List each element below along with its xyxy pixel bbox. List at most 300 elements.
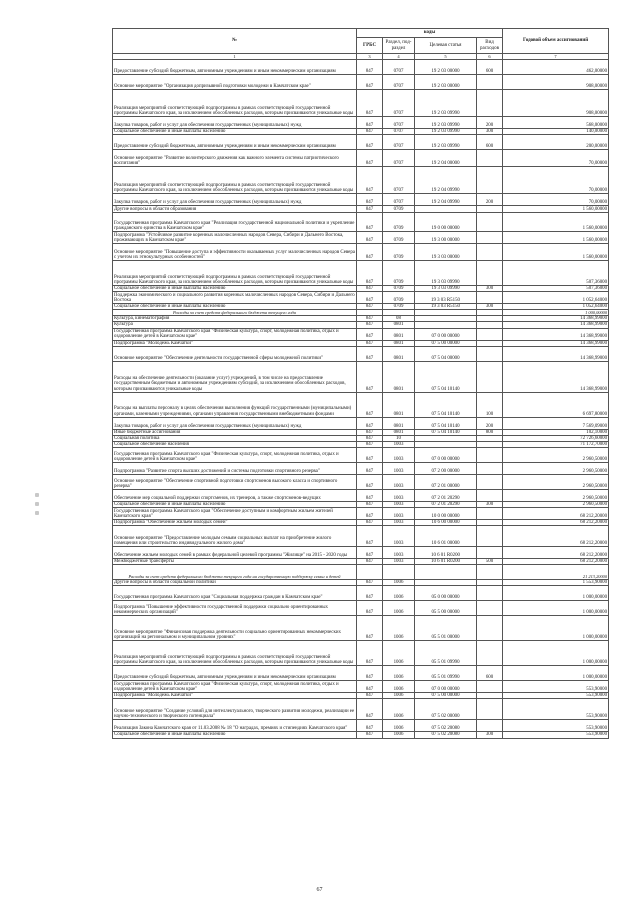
budget-table xyxy=(112,28,609,739)
row-target-cell: 10 6 01 R0200 xyxy=(415,559,477,565)
row-target-cell: 19 0 00 00000 xyxy=(415,213,477,232)
row-grbs-cell: 847 xyxy=(357,292,383,304)
row-sum-cell: 462,00000 xyxy=(503,60,609,75)
row-grbs-cell: 847 xyxy=(357,501,383,507)
col-num-7: 7 xyxy=(503,54,609,60)
row-sum-cell: 14 368,99000 xyxy=(503,346,609,361)
row-razdel-cell: 1003 xyxy=(383,559,415,565)
row-expense-type-cell xyxy=(477,346,503,361)
row-grbs-cell: 847 xyxy=(357,489,383,501)
row-name-cell: Социальное обеспечение и иные выплаты населению xyxy=(113,501,357,507)
header-grbs: ГРБС xyxy=(357,38,383,54)
row-expense-type-cell: 600 xyxy=(477,60,503,75)
table-row xyxy=(113,666,609,681)
row-sum-cell: 102,10000 xyxy=(503,429,609,435)
row-grbs-cell: 847 xyxy=(357,641,383,666)
row-razdel-cell: 1003 xyxy=(383,441,415,447)
row-name-cell: Социальное обеспечение и иные выплаты населению xyxy=(113,286,357,292)
row-target-cell: 07 5 04 10140 xyxy=(415,417,477,429)
table-row xyxy=(113,328,609,340)
row-target-cell: 07 5 00 00000 xyxy=(415,693,477,699)
row-expense-type-cell xyxy=(477,150,503,167)
row-razdel-cell: 0709 xyxy=(383,206,415,213)
row-name-cell: Подпрограмма "Молодежь Камчатки" xyxy=(113,340,357,346)
row-sum-cell: 1 000,00000 xyxy=(503,310,609,316)
row-sum-cell: 14 368,99000 xyxy=(503,328,609,340)
row-grbs-cell: 847 xyxy=(357,601,383,616)
row-razdel-cell: 1006 xyxy=(383,616,415,641)
row-razdel-cell: 0801 xyxy=(383,322,415,328)
row-target-cell xyxy=(415,565,477,580)
row-razdel-cell: 08 xyxy=(383,316,415,322)
row-razdel-cell: 1003 xyxy=(383,474,415,489)
table-body xyxy=(113,60,609,739)
row-target-cell: 19 2 04 09990 xyxy=(415,167,477,194)
table-row xyxy=(113,616,609,641)
row-expense-type-cell xyxy=(477,75,503,90)
row-name-cell: Государственная программа Камчатского края "Реализация государственной национальной политики и укрепление гражданского единства в Камчатском крае" xyxy=(113,213,357,232)
row-target-cell: 19 3 03 09990 xyxy=(415,286,477,292)
row-grbs-cell: 847 xyxy=(357,681,383,693)
row-grbs-cell: 847 xyxy=(357,547,383,559)
row-razdel-cell: 1003 xyxy=(383,547,415,559)
table-row xyxy=(113,194,609,206)
row-expense-type-cell xyxy=(477,474,503,489)
row-target-cell: 07 2 01 20290 xyxy=(415,501,477,507)
row-sum-cell: 553,90000 xyxy=(503,732,609,738)
header-codes: коды xyxy=(357,29,503,38)
row-grbs-cell: 847 xyxy=(357,699,383,720)
row-sum-cell: 68 212,20000 xyxy=(503,520,609,526)
row-sum-cell: 200,00000 xyxy=(503,135,609,150)
row-target-cell: 07 0 00 00000 xyxy=(415,447,477,462)
row-grbs-cell: 847 xyxy=(357,304,383,310)
table-row xyxy=(113,732,609,738)
row-razdel-cell: 1006 xyxy=(383,641,415,666)
table-row xyxy=(113,232,609,244)
row-razdel-cell: 1006 xyxy=(383,699,415,720)
row-target-cell: 07 5 04 00000 xyxy=(415,346,477,361)
row-grbs-cell: 847 xyxy=(357,167,383,194)
row-razdel-cell: 1006 xyxy=(383,586,415,601)
row-expense-type-cell: 200 xyxy=(477,417,503,429)
row-sum-cell: 908,00000 xyxy=(503,90,609,117)
row-expense-type-cell xyxy=(477,526,503,547)
row-name-cell: Подпрограмма "Развитие спорта высших достижений и системы подготовки спортивного резерва" xyxy=(113,462,357,474)
row-target-cell: 07 5 04 10140 xyxy=(415,392,477,417)
row-sum-cell: 1 000,00000 xyxy=(503,641,609,666)
row-razdel-cell: 1006 xyxy=(383,732,415,738)
row-name-cell: Другие вопросы в области социальной политики xyxy=(113,580,357,586)
budget-table-container xyxy=(112,28,608,739)
row-target-cell: 07 2 01 00000 xyxy=(415,474,477,489)
row-name-cell: Культура xyxy=(113,322,357,328)
row-name-cell: Закупка товаров, работ и услуг для обеспечения государственных (муниципальных) нужд xyxy=(113,117,357,129)
row-sum-cell: 553,90000 xyxy=(503,699,609,720)
row-grbs-cell: 847 xyxy=(357,346,383,361)
table-row xyxy=(113,60,609,75)
table-row xyxy=(113,508,609,520)
row-name-cell: Закупка товаров, работ и услуг для обеспечения государственных (муниципальных) нужд xyxy=(113,194,357,206)
table-row xyxy=(113,720,609,732)
margin-marks xyxy=(28,488,48,528)
row-sum-cell: 14 368,99000 xyxy=(503,340,609,346)
table-row xyxy=(113,244,609,261)
table-row xyxy=(113,392,609,417)
row-name-cell: Государственная программа Камчатского края "Социальная поддержка граждан в Камчатском крае" xyxy=(113,586,357,601)
row-target-cell: 10 0 00 00000 xyxy=(415,508,477,520)
row-sum-cell: 507,36000 xyxy=(503,261,609,286)
row-target-cell: 07 2 01 20290 xyxy=(415,489,477,501)
row-expense-type-cell xyxy=(477,641,503,666)
row-razdel-cell: 0801 xyxy=(383,392,415,417)
row-razdel-cell: 0709 xyxy=(383,244,415,261)
row-grbs-cell: 847 xyxy=(357,135,383,150)
row-sum-cell: 14 368,99000 xyxy=(503,361,609,392)
row-sum-cell: 68 212,20000 xyxy=(503,559,609,565)
row-target-cell: 19 3 03 R5150 xyxy=(415,304,477,310)
row-razdel-cell: 0707 xyxy=(383,167,415,194)
row-sum-cell: 553,90000 xyxy=(503,720,609,732)
row-razdel-cell: 0709 xyxy=(383,232,415,244)
row-razdel-cell: 0707 xyxy=(383,135,415,150)
row-razdel-cell: 1003 xyxy=(383,501,415,507)
row-target-cell: 05 5 01 09990 xyxy=(415,641,477,666)
row-grbs-cell: 847 xyxy=(357,429,383,435)
row-name-cell: Иные бюджетные ассигнования xyxy=(113,429,357,435)
row-target-cell: 05 5 01 09990 xyxy=(415,666,477,681)
row-grbs-cell: 847 xyxy=(357,732,383,738)
table-row xyxy=(113,167,609,194)
row-grbs-cell: 847 xyxy=(357,586,383,601)
row-target-cell: 19 2 03 09990 xyxy=(415,117,477,129)
row-razdel-cell: 0709 xyxy=(383,292,415,304)
row-razdel-cell: 1006 xyxy=(383,601,415,616)
row-name-cell: Основное мероприятие "Предоставление молодым семьям социальных выплат на приобретение жилого помещения или строительство индивидуального жилого дома" xyxy=(113,526,357,547)
row-target-cell: 19 2 03 09990 xyxy=(415,90,477,117)
row-sum-cell: 1 052,64000 xyxy=(503,304,609,310)
row-expense-type-cell: 200 xyxy=(477,117,503,129)
header-razdel: Раздел, под-раздел xyxy=(383,38,415,54)
row-expense-type-cell xyxy=(477,213,503,232)
row-expense-type-cell xyxy=(477,586,503,601)
row-sum-cell: 1 560,00000 xyxy=(503,213,609,232)
row-grbs-cell: 847 xyxy=(357,392,383,417)
row-expense-type-cell: 300 xyxy=(477,129,503,135)
row-expense-type-cell xyxy=(477,699,503,720)
row-grbs-cell: 847 xyxy=(357,447,383,462)
row-razdel-cell: 0709 xyxy=(383,261,415,286)
row-target-cell: 05 0 00 00000 xyxy=(415,586,477,601)
row-expense-type-cell xyxy=(477,601,503,616)
row-target-cell: 19 2 03 00000 xyxy=(415,60,477,75)
table-row xyxy=(113,361,609,392)
row-target-cell: 19 2 03 00000 xyxy=(415,75,477,90)
row-expense-type-cell xyxy=(477,206,503,213)
row-target-cell: 07 0 00 00000 xyxy=(415,328,477,340)
row-razdel-cell: 0707 xyxy=(383,60,415,75)
row-name-cell: Реализация мероприятий соответствующей подпрограммы в рамках соответствующей государственной программы Камчатского края, за исключением обособленных расходов, которым присваиваются уникальные коды xyxy=(113,167,357,194)
row-name-cell: Закупка товаров, работ и услуг для обеспечения государственных (муниципальных) нужд xyxy=(113,417,357,429)
row-target-cell: 10 6 01 00000 xyxy=(415,526,477,547)
table-row xyxy=(113,117,609,129)
row-sum-cell: 1 560,00000 xyxy=(503,244,609,261)
row-name-cell: Социальное обеспечение и иные выплаты населению xyxy=(113,304,357,310)
row-expense-type-cell: 800 xyxy=(477,429,503,435)
row-target-cell: 07 5 04 10140 xyxy=(415,361,477,392)
row-grbs-cell: 847 xyxy=(357,720,383,732)
row-razdel-cell: 0707 xyxy=(383,129,415,135)
row-grbs-cell: 847 xyxy=(357,441,383,447)
row-target-cell: 05 5 00 00000 xyxy=(415,601,477,616)
row-grbs-cell: 847 xyxy=(357,340,383,346)
row-grbs-cell: 847 xyxy=(357,526,383,547)
row-expense-type-cell xyxy=(477,616,503,641)
row-expense-type-cell xyxy=(477,565,503,580)
row-expense-type-cell: 600 xyxy=(477,666,503,681)
row-expense-type-cell xyxy=(477,508,503,520)
row-name-cell: Государственная программа Камчатского края "Физическая культура, спорт, молодежная политика, отдых и оздоровление детей в Камчатском крае" xyxy=(113,328,357,340)
row-expense-type-cell: 200 xyxy=(477,194,503,206)
table-row xyxy=(113,601,609,616)
row-sum-cell: 70,00000 xyxy=(503,150,609,167)
col-num-5: 5 xyxy=(415,54,477,60)
row-target-cell: 19 2 03 09990 xyxy=(415,135,477,150)
col-num-4: 4 xyxy=(383,54,415,60)
row-sum-cell: 68 212,20000 xyxy=(503,508,609,520)
row-grbs-cell: 847 xyxy=(357,194,383,206)
table-row xyxy=(113,346,609,361)
row-name-cell: Реализация Закона Камчатского края от 11.03.2008 № 18 "О наградах, премиях и стипендиях Камчатского края" xyxy=(113,720,357,732)
row-name-cell: Реализация мероприятий соответствующей подпрограммы в рамках соответствующей государственной программы Камчатского края, за исключением обособленных расходов, которым присваиваются уникальные коды xyxy=(113,90,357,117)
row-grbs-cell: 847 xyxy=(357,474,383,489)
row-name-cell: Социальное обеспечение населения xyxy=(113,441,357,447)
table-row xyxy=(113,489,609,501)
table-row xyxy=(113,213,609,232)
row-name-cell: Предоставление субсидий бюджетным, автономным учреждениям и иным некоммерческим организациям xyxy=(113,666,357,681)
row-sum-cell: 140,00000 xyxy=(503,129,609,135)
header-num: № xyxy=(113,29,357,54)
row-sum-cell: 553,90000 xyxy=(503,693,609,699)
row-name-cell: Социальная политика xyxy=(113,435,357,441)
table-row xyxy=(113,292,609,304)
row-expense-type-cell xyxy=(477,292,503,304)
row-grbs-cell: 847 xyxy=(357,244,383,261)
row-razdel-cell xyxy=(383,565,415,580)
row-razdel-cell: 0801 xyxy=(383,361,415,392)
col-num-3: 3 xyxy=(357,54,383,60)
row-target-cell: 07 5 02 20080 xyxy=(415,732,477,738)
table-row xyxy=(113,206,609,213)
row-sum-cell: 1 000,00000 xyxy=(503,666,609,681)
row-target-cell: 07 2 00 00000 xyxy=(415,462,477,474)
row-target-cell: 19 2 04 00000 xyxy=(415,150,477,167)
table-row xyxy=(113,447,609,462)
table-row xyxy=(113,462,609,474)
table-row xyxy=(113,261,609,286)
row-target-cell: 07 0 00 00000 xyxy=(415,681,477,693)
row-expense-type-cell xyxy=(477,720,503,732)
row-razdel-cell: 1006 xyxy=(383,666,415,681)
row-sum-cell: 2 960,50000 xyxy=(503,489,609,501)
row-grbs-cell: 847 xyxy=(357,75,383,90)
row-expense-type-cell: 100 xyxy=(477,392,503,417)
row-sum-cell: 70,00000 xyxy=(503,167,609,194)
row-target-cell: 19 3 03 R5150 xyxy=(415,292,477,304)
row-name-cell: Социальное обеспечение и иные выплаты населению xyxy=(113,732,357,738)
row-name-cell: Государственная программа Камчатского края "Физическая культура, спорт, молодежная политика, отдых и оздоровление детей в Камчатском крае" xyxy=(113,681,357,693)
row-expense-type-cell: 300 xyxy=(477,286,503,292)
row-grbs-cell: 847 xyxy=(357,213,383,232)
row-razdel-cell: 1003 xyxy=(383,462,415,474)
row-razdel-cell: 0801 xyxy=(383,328,415,340)
table-row xyxy=(113,417,609,429)
row-name-cell: Основное мероприятие "Создание условий для интеллектуального, творческого развития молодежи, реализации ее научно-технического и творческого потенциала" xyxy=(113,699,357,720)
row-grbs-cell: 847 xyxy=(357,150,383,167)
row-razdel-cell: 0801 xyxy=(383,429,415,435)
row-grbs-cell: 847 xyxy=(357,693,383,699)
row-grbs-cell: 847 xyxy=(357,417,383,429)
row-sum-cell: 568,00000 xyxy=(503,117,609,129)
row-sum-cell: 2 960,50000 xyxy=(503,462,609,474)
table-row xyxy=(113,526,609,547)
row-grbs-cell: 847 xyxy=(357,232,383,244)
row-razdel-cell: 1003 xyxy=(383,508,415,520)
row-razdel-cell: 0801 xyxy=(383,417,415,429)
row-grbs-cell: 847 xyxy=(357,206,383,213)
row-expense-type-cell xyxy=(477,447,503,462)
col-num-6: 6 xyxy=(477,54,503,60)
table-row xyxy=(113,699,609,720)
row-grbs-cell: 847 xyxy=(357,616,383,641)
row-sum-cell: 1 000,00000 xyxy=(503,616,609,641)
row-target-cell: 10 6 01 R0200 xyxy=(415,547,477,559)
row-grbs-cell: 847 xyxy=(357,60,383,75)
table-row xyxy=(113,150,609,167)
row-sum-cell: 1 000,00000 xyxy=(503,586,609,601)
row-expense-type-cell xyxy=(477,681,503,693)
table-row xyxy=(113,547,609,559)
row-expense-type-cell: 300 xyxy=(477,732,503,738)
row-sum-cell: 2 960,50000 xyxy=(503,501,609,507)
row-razdel-cell: 1003 xyxy=(383,520,415,526)
row-name-cell: Подпрограмма "Обеспечение жильем молодых семей" xyxy=(113,520,357,526)
row-name-cell: Культура, кинематография xyxy=(113,316,357,322)
table-row xyxy=(113,474,609,489)
row-grbs-cell: 847 xyxy=(357,520,383,526)
row-name-cell: Государственная программа Камчатского края "Физическая культура, спорт, молодежная политика, отдых и оздоровление детей в Камчатском крае" xyxy=(113,447,357,462)
row-grbs-cell: 847 xyxy=(357,261,383,286)
row-expense-type-cell: 600 xyxy=(477,135,503,150)
row-expense-type-cell xyxy=(477,232,503,244)
row-sum-cell: 2 960,50000 xyxy=(503,474,609,489)
row-sum-cell: 68 212,20000 xyxy=(503,547,609,559)
row-sum-cell: 70,00000 xyxy=(503,194,609,206)
row-expense-type-cell: 300 xyxy=(477,501,503,507)
row-expense-type-cell xyxy=(477,547,503,559)
row-expense-type-cell xyxy=(477,167,503,194)
row-razdel-cell: 1003 xyxy=(383,489,415,501)
row-name-cell: Обеспечение мер социальной поддержки спортсменов, их тренеров, а также спортсменов-ведущих xyxy=(113,489,357,501)
row-expense-type-cell xyxy=(477,328,503,340)
row-name-cell: Основное мероприятие "Обеспечение спортивной подготовки спортсменов высокого класса и спортивного резерва" xyxy=(113,474,357,489)
row-target-cell: 10 6 00 00000 xyxy=(415,520,477,526)
row-razdel-cell: 1003 xyxy=(383,447,415,462)
header-vid: Вид расходов xyxy=(477,38,503,54)
table-row xyxy=(113,586,609,601)
row-name-cell: Основное мероприятие "Развитие волонтерского движения как важного элемента системы патриотического воспитания" xyxy=(113,150,357,167)
row-razdel-cell: 0709 xyxy=(383,286,415,292)
row-sum-cell: 7 569,09000 xyxy=(503,417,609,429)
row-name-cell: Реализация мероприятий соответствующей подпрограммы в рамках соответствующей государственной программы Камчатского края, за исключением обособленных расходов, которым присваиваются уникальные коды xyxy=(113,261,357,286)
row-grbs-cell: 847 xyxy=(357,286,383,292)
row-razdel-cell: 0707 xyxy=(383,117,415,129)
row-target-cell: 19 2 04 09990 xyxy=(415,194,477,206)
row-razdel-cell: 1003 xyxy=(383,526,415,547)
row-grbs-cell: 847 xyxy=(357,129,383,135)
table-note-row xyxy=(113,565,609,580)
row-grbs-cell xyxy=(357,565,383,580)
row-sum-cell: 1 560,00000 xyxy=(503,232,609,244)
row-expense-type-cell xyxy=(477,261,503,286)
table-row xyxy=(113,90,609,117)
row-name-cell: Межбюджетные трансферты xyxy=(113,559,357,565)
row-sum-cell: 1 560,00000 xyxy=(503,206,609,213)
table-row xyxy=(113,681,609,693)
row-sum-cell: 14 368,99000 xyxy=(503,322,609,328)
row-expense-type-cell: 500 xyxy=(477,559,503,565)
row-target-cell: 05 5 01 00000 xyxy=(415,616,477,641)
row-grbs-cell: 847 xyxy=(357,322,383,328)
row-expense-type-cell xyxy=(477,244,503,261)
row-target-cell: 19 3 03 09990 xyxy=(415,261,477,286)
row-target-cell: 19 2 03 09990 xyxy=(415,129,477,135)
row-razdel-cell: 10 xyxy=(383,435,415,441)
row-name-cell: Расходы за счет средств федерального бюджета текущего года xyxy=(113,310,357,316)
row-sum-cell: 1 553,90000 xyxy=(503,580,609,586)
row-grbs-cell: 847 xyxy=(357,316,383,322)
table-row xyxy=(113,641,609,666)
row-name-cell: Другие вопросы в области образования xyxy=(113,206,357,213)
row-expense-type-cell xyxy=(477,90,503,117)
row-razdel-cell: 0801 xyxy=(383,340,415,346)
row-name-cell: Основное мероприятие "Повышение доступа и эффективности оказываемых услуг малочисленных народов Севера с учетом их этнокультурных особенностей" xyxy=(113,244,357,261)
row-name-cell: Основное мероприятие "Финансовая поддержка деятельности социально ориентированных некоммерческих организаций на региональном и муниципальном уровнях" xyxy=(113,616,357,641)
row-razdel-cell: 1006 xyxy=(383,580,415,586)
row-sum-cell: 553,90000 xyxy=(503,681,609,693)
row-name-cell: Подпрограмма "Молодежь Камчатки" xyxy=(113,693,357,699)
row-grbs-cell: 847 xyxy=(357,508,383,520)
row-razdel-cell: 0709 xyxy=(383,304,415,310)
row-name-cell: Расходы на выплаты персоналу в целях обеспечения выполнения функций государственными (муниципальными) органами, казенными учреждениями, органами управления государственными внебюджетными фондами xyxy=(113,392,357,417)
row-grbs-cell: 847 xyxy=(357,361,383,392)
row-name-cell: Основное мероприятие "Обеспечение деятельности государственной сферы молодежной политики" xyxy=(113,346,357,361)
row-sum-cell: 908,00000 xyxy=(503,75,609,90)
row-sum-cell: 72 726,60000 xyxy=(503,435,609,441)
row-target-cell: 19 3 00 00000 xyxy=(415,232,477,244)
row-razdel-cell: 0707 xyxy=(383,194,415,206)
row-razdel-cell: 0801 xyxy=(383,346,415,361)
row-razdel-cell: 1006 xyxy=(383,720,415,732)
row-sum-cell: 507,36000 xyxy=(503,286,609,292)
page-number: 67 xyxy=(316,887,323,893)
row-name-cell: Расходы за счет средств федерального бюджета текущего года на государственную поддержку семьи и детей xyxy=(113,565,357,580)
row-name-cell: Предоставление субсидий бюджетным, автономным учреждениям и иным некоммерческим организациям xyxy=(113,60,357,75)
row-target-cell: 07 5 00 00000 xyxy=(415,340,477,346)
row-name-cell: Социальное обеспечение и иные выплаты населению xyxy=(113,129,357,135)
row-name-cell: Обеспечение жильем молодых семей в рамках федеральной целевой программы "Жилище" на 2015 - 2020 годы xyxy=(113,547,357,559)
row-razdel-cell: 1006 xyxy=(383,693,415,699)
